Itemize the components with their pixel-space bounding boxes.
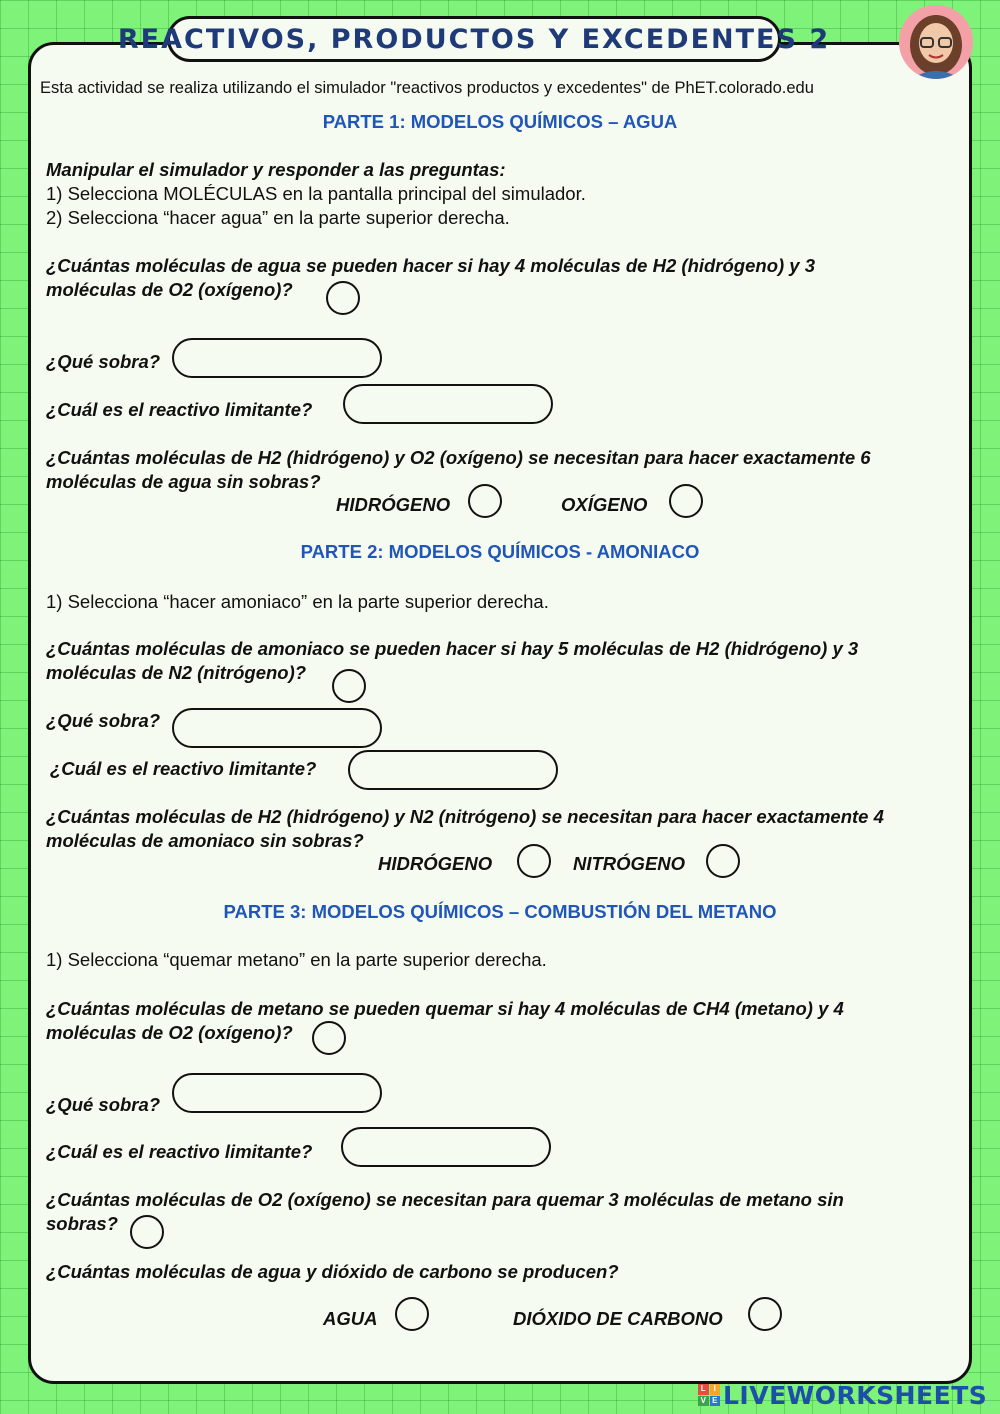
part1-q2-answer-field[interactable] xyxy=(172,338,382,378)
part1-instructions-title: Manipular el simulador y responder a las preguntas: xyxy=(46,159,506,180)
part3-q2-answer-field[interactable] xyxy=(172,1073,382,1113)
intro-text: Esta actividad se realiza utilizando el simulador "reactivos productos y excedentes" de PhET.colorado.edu xyxy=(40,79,814,97)
liveworksheets-logo xyxy=(698,1380,987,1410)
part3-q1-answer-circle[interactable] xyxy=(312,1021,346,1055)
page-title: REACTIVOS, PRODUCTOS Y EXCEDENTES 2 xyxy=(167,16,781,62)
part1-q1-answer-circle[interactable] xyxy=(326,281,360,315)
part2-q3: ¿Cuál es el reactivo limitante? xyxy=(50,758,317,779)
liveworksheets-wordmark: LIVEWORKSHEETS xyxy=(723,1380,988,1410)
part2-q1-line2: moléculas de N2 (nitrógeno)? xyxy=(46,662,307,683)
part2-heading: PARTE 2: MODELOS QUÍMICOS - AMONIACO xyxy=(300,541,700,562)
worksheet-page xyxy=(28,42,972,1384)
part2-q4-line2: moléculas de amoniaco sin sobras? xyxy=(46,830,364,851)
part3-q4-answer-circle[interactable] xyxy=(130,1215,164,1249)
part2-q1-line1: ¿Cuántas moléculas de amoniaco se pueden hacer si hay 5 moléculas de H2 (hidrógeno) y 3 xyxy=(46,638,859,659)
part1-q2: ¿Qué sobra? xyxy=(46,351,161,372)
part1-q3: ¿Cuál es el reactivo limitante? xyxy=(46,399,313,420)
part2-q3-answer-field[interactable] xyxy=(348,750,558,790)
part3-q4-line1: ¿Cuántas moléculas de O2 (oxígeno) se necesitan para quemar 3 moléculas de metano sin xyxy=(46,1189,844,1210)
part2-q2-answer-field[interactable] xyxy=(172,708,382,748)
part1-step2: 2) Selecciona “hacer agua” en la parte superior derecha. xyxy=(46,207,510,228)
part1-label-oxygen: OXÍGENO xyxy=(561,494,648,515)
part1-q1-line2: moléculas de O2 (oxígeno)? xyxy=(46,279,293,300)
part1-step1: 1) Selecciona MOLÉCULAS en la pantalla principal del simulador. xyxy=(46,183,586,204)
part2-q4-line1: ¿Cuántas moléculas de H2 (hidrógeno) y N2 (nitrógeno) se necesitan para hacer exactamente 4 xyxy=(46,806,884,827)
part3-step1: 1) Selecciona “quemar metano” en la parte superior derecha. xyxy=(46,949,547,970)
part3-q1-line2: moléculas de O2 (oxígeno)? xyxy=(46,1022,293,1043)
part3-label-water: AGUA xyxy=(323,1308,378,1329)
part1-q4-line1: ¿Cuántas moléculas de H2 (hidrógeno) y O2 (oxígeno) se necesitan para hacer exactamente 6 xyxy=(46,447,871,468)
part1-heading: PARTE 1: MODELOS QUÍMICOS – AGUA xyxy=(322,111,678,132)
part3-q1-line1: ¿Cuántas moléculas de metano se pueden quemar si hay 4 moléculas de CH4 (metano) y 4 xyxy=(46,998,844,1019)
part3-q3-answer-field[interactable] xyxy=(341,1127,551,1167)
part1-q3-answer-field[interactable] xyxy=(343,384,553,424)
part2-step1: 1) Selecciona “hacer amoniaco” en la parte superior derecha. xyxy=(46,591,549,612)
avatar xyxy=(899,5,973,79)
part2-label-hydrogen: HIDRÓGENO xyxy=(378,853,493,874)
part2-nitrogen-answer-circle[interactable] xyxy=(706,844,740,878)
liveworksheets-logo-mark: L I V E xyxy=(698,1384,720,1406)
part1-q1-line1: ¿Cuántas moléculas de agua se pueden hacer si hay 4 moléculas de H2 (hidrógeno) y 3 xyxy=(46,255,816,276)
part3-water-answer-circle[interactable] xyxy=(395,1297,429,1331)
part3-q3: ¿Cuál es el reactivo limitante? xyxy=(46,1141,313,1162)
part1-hydrogen-answer-circle[interactable] xyxy=(468,484,502,518)
part1-q4-line2: moléculas de agua sin sobras? xyxy=(46,471,321,492)
part2-hydrogen-answer-circle[interactable] xyxy=(517,844,551,878)
part3-q2: ¿Qué sobra? xyxy=(46,1094,161,1115)
part3-co2-answer-circle[interactable] xyxy=(748,1297,782,1331)
part2-label-nitrogen: NITRÓGENO xyxy=(573,853,686,874)
part2-q2: ¿Qué sobra? xyxy=(46,710,161,731)
part1-label-hydrogen: HIDRÓGENO xyxy=(336,494,451,515)
part3-q4-line2: sobras? xyxy=(46,1213,118,1234)
part1-oxygen-answer-circle[interactable] xyxy=(669,484,703,518)
part2-q1-answer-circle[interactable] xyxy=(332,669,366,703)
part3-q5: ¿Cuántas moléculas de agua y dióxido de carbono se producen? xyxy=(46,1261,619,1282)
part3-heading: PARTE 3: MODELOS QUÍMICOS – COMBUSTIÓN DEL METANO xyxy=(223,901,777,922)
part3-label-co2: DIÓXIDO DE CARBONO xyxy=(513,1308,723,1329)
